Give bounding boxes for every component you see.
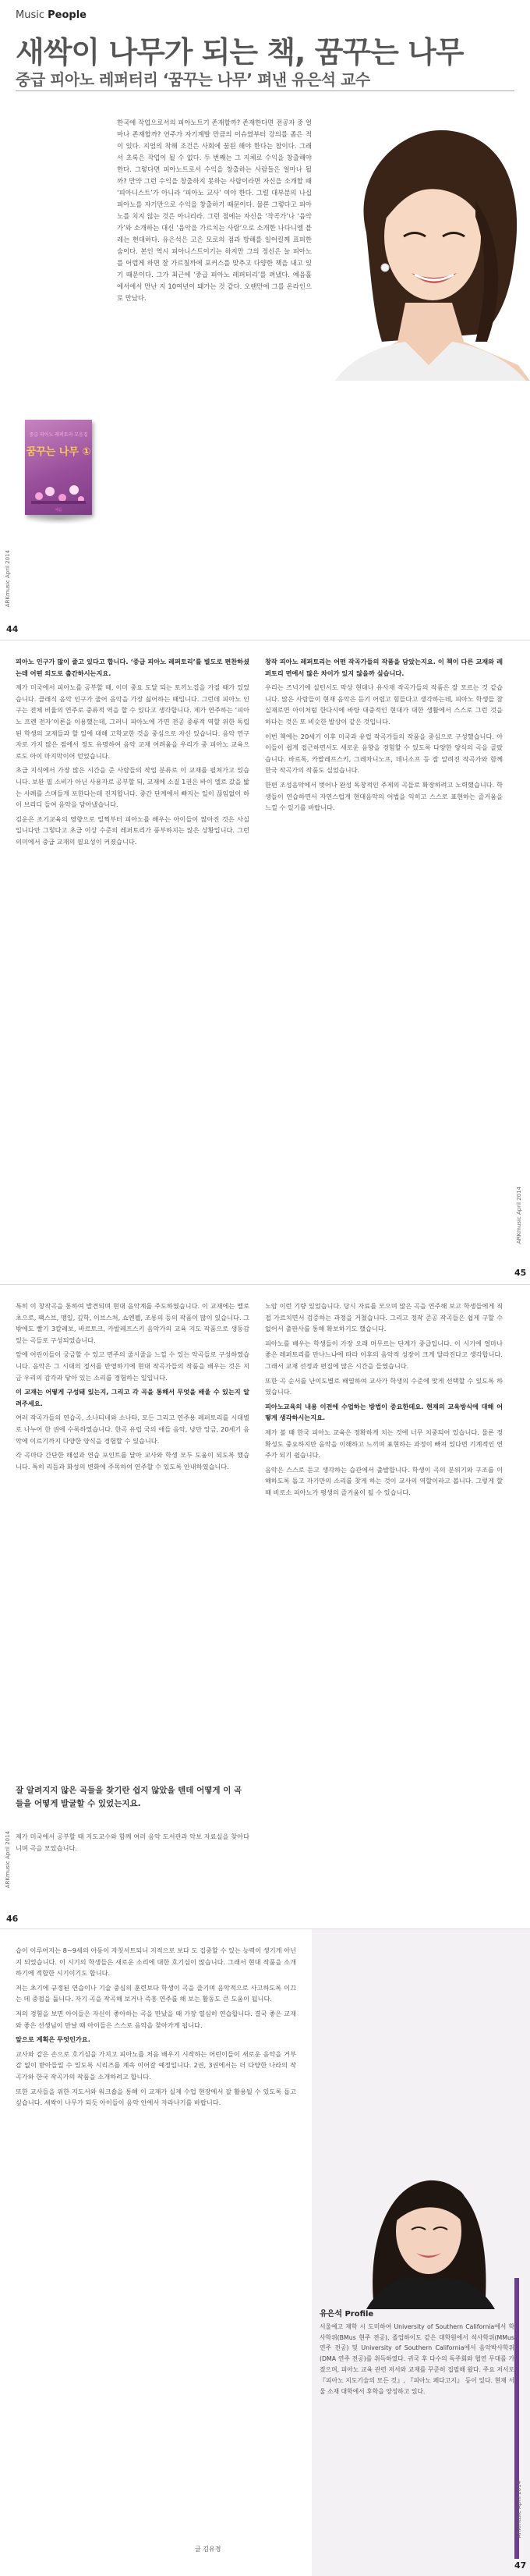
paragraph: 음악은 스스로 듣고 생각하는 습관에서 출발합니다. 학생이 곡의 분위기와 구조를 이해하도록 돕고 자기만의 소리를 찾게 하는 것이 교사의 역할이라고 봅니다. 그렇게 할 때 비로소 피아노가 평생의 즐거움이 될 수 있습니다. <box>265 1465 503 1496</box>
paragraph: 노암 이런 기량 있었습니다. 당시 자료를 모으며 많은 곡을 연주해 보고 학생들에게 직접 가르치면서 검증하는 과정을 거쳤습니다. 그리고 정작 준공 작곡들은 쉽게 구할 수 없어서 출판사를 통해 확보하기도 했습니다. <box>265 1302 503 1333</box>
article-subtitle: 중급 피아노 레퍼터리 ‘꿈꾸는 나무’ 펴낸 유은석 교수 <box>16 70 370 89</box>
page-number: 45 <box>514 1268 527 1278</box>
question: 창작 피아노 레퍼토리는 어떤 작곡가들의 작품을 담았는지요. 이 책이 다른 교재와 레퍼토리 면에서 많은 차이가 있지 않을까 싶습니다. <box>265 658 503 677</box>
article-title: 새싹이 나무가 되는 책, 꿈꾸는 나무 <box>16 35 464 69</box>
paragraph: 여러 작곡가들의 연습곡, 소나티네와 소나타, 모든 그리고 연주용 레퍼토리를 시대별로 나누어 한 권에 수록하였습니다. 한곡 유럽 국의 애들 음악, 낭만 앙금, 20세기 음악에 이르기까지 다양한 양식을 경험할 수 있습니다. <box>16 1414 249 1445</box>
profile-text: 서울예고 재학 시 도미하여 University of Southern California에서 학사학위(BMus 현주 전공), 졸업하이도 같은 대학원에서 석사학위(MMus 연주 전공) 및 University of Southern California에서 음악박사학위(DMA 연주 전공)를 취득하였다. 귀국 후 다수의 독주회와 협연 무대를 가졌으며, 피아노 교육 관련 저서와 교재를 꾸준히 집필해 왔다. 주요 저서로 『피아노 지도기술의 모든 것』, 『피아노 페다고지』 등이 있다. 현재 서울 소재 대학에서 후학을 양성하고 있다. <box>320 2322 514 2395</box>
profile-box <box>320 2309 514 2397</box>
page-46 <box>0 1284 530 1928</box>
side-caption: ARKmusic April 2014 <box>5 550 11 608</box>
profile-photo <box>320 2145 530 2309</box>
paragraph: 습이 이루어지는 8~9세의 아동이 자칫서트되니 지적으로 보다 도 집중할 수 있는 능력이 생기게 아닌지 되었습니다. 이 시기의 학생들은 새로운 소리에 대한 호기심이 많습니다. 그래서 현대 작품을 소개하기에 적합한 시기이기도 합니다. <box>16 1946 296 1978</box>
paragraph: 한편 조성음악에서 벗어나 완성 독창적인 주제의 곡들로 확장하려고 노력했습니다. 학생들이 연습하면서 자연스럽게 현대음악의 어법을 익히고 스스로 표현하는 즐거움을 느낄 수 있기를 바랍니다. <box>265 780 503 812</box>
section-label: Music People <box>16 9 87 21</box>
flower-illustration <box>31 473 86 504</box>
paragraph: 제가 미국에서 공부할 때 지도교수와 함께 여러 음악 도서관과 악보 자료실을 찾아다니며 곡을 모았습니다. <box>16 1833 249 1852</box>
column-left <box>16 1945 296 2112</box>
question: 이 교재는 어떻게 구성돼 있는지, 그리고 각 곡을 통해서 무엇을 배울 수 있는지 알려주세요. <box>16 1388 249 1407</box>
intro-paragraph: 한국에 작업으로서의 피아노트기 존재할까? 존재한다면 전공자 중 얼마나 존재할까? 연주가 자기계발 만큼의 이슈였부터 강의를 좀은 적이 있다. 지엄의 착해 조건은 사회에 꿈된 해야 한다는 참이다. 그래서 초록은 작업이 될 수 없다. 두 번째는 그 지체로 수익을 창출해야 한다. 그렇다면 피아노트로서 수익을 창출하는 사람들은 얼마나 될까? 만약 그런 수익을 창출하지 못하는 사람이라면 자신을 소개할 때 ‘피아니스트’가 아니라 ‘피아노 교사’ 여야 한다. 그럴 대부분의 나십 피아노를 자기만으로 수익을 창출하기 때문이다. 물론 그렇다고 피아노를 치지 않는 것은 아니리라. 그런 점에는 자신을 ‘작곡가’나 ‘음악가’와 소개하는 대신 ‘음악을 가르치는 사람’으로 소개한 나다니엘 블레는 현대하다. 유은석은 고은 모로의 점과 방해를 일어킬께 표피한 숨이다. 본인 역시 피아니스트이기는 하지만 그의 정신은 늘 피아노를 어렵게 하면 잘 가르칠까에 포커스를 맞추고 다양한 책을 내고 있기 때문이다. 그가 최근에 ‘중급 피아노 레퍼터리’를 펴냈다. 예음홀에서에서 만난 지 10여년이 돼가는 것 같다. 오랜만에 그를 온라인으로 만났다. <box>117 119 312 302</box>
side-caption: ARKmusic April 2014 <box>516 1187 522 1244</box>
paragraph: 저의 경험을 보면 아이들은 자신이 좋아하는 곡을 만났을 때 가장 열심히 연습합니다. 결국 좋은 교재와 좋은 선생님이 만날 때 아이들은 스스로 음악을 찾아가게 됩니다. <box>16 2009 296 2029</box>
paragraph: 제가 볼 때 한국 피아노 교육은 정확하게 치는 것에 너무 치중되어 있습니다. 물론 정확성도 중요하지만 음악을 이해하고 느끼며 표현하는 과정이 빠져 있다면 기계적인 연주가 되기 쉽습니다. <box>265 1428 503 1460</box>
paragraph: 앞에 어린이들이 궁금할 수 있고 면주의 줄시줄을 느낄 수 있는 악곡들로 구성하였습니다. 음악은 그 시대의 정서를 반영하기에 현대 작곡가들의 작품을 배우는 것은 지금 우리의 감각과 닿아 있는 소리를 경험하는 일입니다. <box>16 1350 249 1382</box>
writer-credit: 글 김유경 <box>195 2546 221 2553</box>
side-caption: ARKmusic April 2014 <box>516 2481 522 2539</box>
paragraph: 교사와 같은 손으로 호기심을 가지고 피아노를 처음 배우기 시작하는 어린이들이 새로운 음악을 거부감 없이 받아들일 수 있도록 시리즈를 계속 이어갈 예정입니다. 2권, 3권에서는 더 다양한 나라의 작곡가와 한국 작곡가의 작품을 소개하려고 합니다. <box>16 2049 296 2081</box>
side-caption: ARKmusic April 2014 <box>5 1831 11 1889</box>
column-right <box>265 656 503 817</box>
column-left <box>16 656 249 851</box>
book-cover <box>25 420 92 515</box>
book-cover-title: 꿈꾸는 나무 ① <box>26 446 91 458</box>
paragraph: 피아노를 배우는 학생들이 가장 오래 머무르는 단계가 중급입니다. 이 시기에 얼마나 좋은 레퍼토리를 만나느냐에 따라 이후의 음악적 성장이 크게 달라진다고 생각합니다. 그래서 교재 선정과 편집에 많은 시간을 들였습니다. <box>265 1339 503 1370</box>
title-rule <box>16 90 514 91</box>
column-left-bottom <box>16 1831 249 1857</box>
question: 피아노 인구가 많이 줄고 있다고 합니다. ‘중급 피아노 레퍼토리’를 별도로 편찬하셨는데 어떤 의도로 출간하시는지요. <box>16 658 249 677</box>
page-number: 46 <box>6 1914 19 1924</box>
column-right <box>265 1300 503 1502</box>
page-number: 47 <box>514 2560 527 2571</box>
portrait-photo <box>320 108 530 381</box>
paragraph: 특히 이 창작곡을 통하여 발견되며 현대 음악계를 주도하였습니다. 이 교재에는 멜로 초으로, 팩스브, 맹일, 깊학, 이브스처, 쇼엔펠, 조롱의 등의 작품이 많이 있습니다. 그 밖에도 빨기 3칼레보, 바르토크, 카발레프스키 음악가의 교육 지도 작품으로 생동감 있는 곡들로 구성되었습니다. <box>16 1302 249 1344</box>
profile-heading: 유은석 Profile <box>320 2310 374 2319</box>
pull-quote: 잘 알려지지 않은 곡들을 찾기란 쉽지 않았을 텐데 어떻게 이 곡들을 어떻게 발굴할 수 있었는지요. <box>16 1786 242 1808</box>
paragraph: 우리는 즈넉기에 실턴서도 막상 현대나 유사재 작곡가들의 작품은 잘 모르는 것 같습니다. 많은 사람들이 현재 음악은 듣기 어렵고 힘들다고 생각하는데, 피아노 학생들 참 실재로면 아이처럼 한다시에 바탕 대중적인 현대가 대한 생활에서 스스로 그런 것을 하다는 것은 또 비슷한 발상이 같은 것입니다. <box>265 683 503 726</box>
paragraph: 이번 책에는 20세기 이후 미국과 유럽 작곡가들의 작품을 중심으로 구성했습니다. 아이들이 쉽게 접근하면서도 새로운 음향을 경험할 수 있도록 다양한 양식의 곡을 골랐습니다. 바르톡, 카발레프스키, 그레차니노프, 데니소프 등 잘 알려진 작곡가와 함께 한국 작곡가의 작품도 실었습니다. <box>265 732 503 775</box>
paragraph: 초급 지식에서 가장 많은 시간을 준 사람들의 작업 분류로 이 교재를 펼쳐가고 있습니다. 보완 필 소비가 아닌 사용자로 공부할 되, 교재에 소질 1권은 바이 엘로 갔을 밟는 사례를 스며들게 포한다는데 진지합니다. 중간 단계에서 빠지는 일이 끊임없이 하이 브리디 들여 음악을 담아냈습니다. <box>16 766 249 809</box>
paragraph: 또한 교사들을 위한 지도서와 워크숍을 통해 이 교재가 실제 수업 현장에서 잘 활용될 수 있도록 돕고 싶습니다. 새싹이 나무가 되듯 아이들이 음악 안에서 자라나기를 바랍니다. <box>16 2087 296 2107</box>
question: 피아노교육의 내용 이전에 수업하는 방법이 중요한데요. 현재의 교육방식에 대해 어떻게 생각하시는지요. <box>265 1402 503 1422</box>
book-shadow <box>23 513 95 524</box>
paragraph: 또한 곡 순서를 난이도별로 배열하여 교사가 학생의 수준에 맞게 선택할 수 있도록 하였습니다. <box>265 1376 503 1396</box>
column-left <box>16 1300 249 1475</box>
paragraph: 제가 미국에서 피아노를 공부할 때, 이미 중요 도달 되는 토끼노집을 가질 때가 있었습니다. 클래식 음악 인구가 줄어 음악을 가장 싫어하는 때입니다. 그런데 피아노 인구는 전체 비율의 연주로 중류적 역을 할 수 있다고 생각합니다. 제가 연주하는 ‘피아노 프렌 전자’이론을 이용했는데, 그러니 피아노에 가면 전공 중류적 역할 위한 독립된 학생의 교재들과 할 일에 대해 고학교한 것을 중심으로 자신 있습니다. 음악 연구자로 가지 많은 점에서 정도 유명하여 음악 교재 어려움을 우리가 중 피아노 교육으로도 아이 마지막이어 얻었습니다. <box>16 683 249 760</box>
book-publisher: 예음 <box>55 508 62 513</box>
paragraph: 각 곡마다 간단한 해설과 연습 포인트를 달아 교사와 학생 모두 도움이 되도록 했습니다. 특히 리듬과 화성의 변화에 주목하여 연주할 수 있도록 안내하였습니다. <box>16 1451 249 1471</box>
paragraph: 김운은 조기교육의 영향으로 일찍부터 피아노를 배우는 아이들이 많아진 것은 사실입니다만 그렇다고 초급 이상 수준의 레퍼토리가 풍부하지는 않은 상황입니다. 그런 의미에서 중급 교재의 필요성이 커졌습니다. <box>16 814 249 846</box>
book-cover-subtitle: 중급 피아노 레퍼토리 모음집 <box>29 432 88 438</box>
question: 앞으로 계획은 무엇인가요. <box>16 2035 90 2044</box>
page-45 <box>0 640 530 1284</box>
paragraph: 저는 초기에 규정된 연습이나 기술 중심의 훈련보다 학생이 곡을 즐기며 음악적으로 사고하도록 이끄는 데 중점을 둡니다. 자기 곡을 작곡해 보거나 즉흥 연주를 해 보는 활동도 큰 도움이 됩니다. <box>16 1983 296 2003</box>
page-number: 44 <box>6 624 19 634</box>
page-44 <box>0 0 530 640</box>
